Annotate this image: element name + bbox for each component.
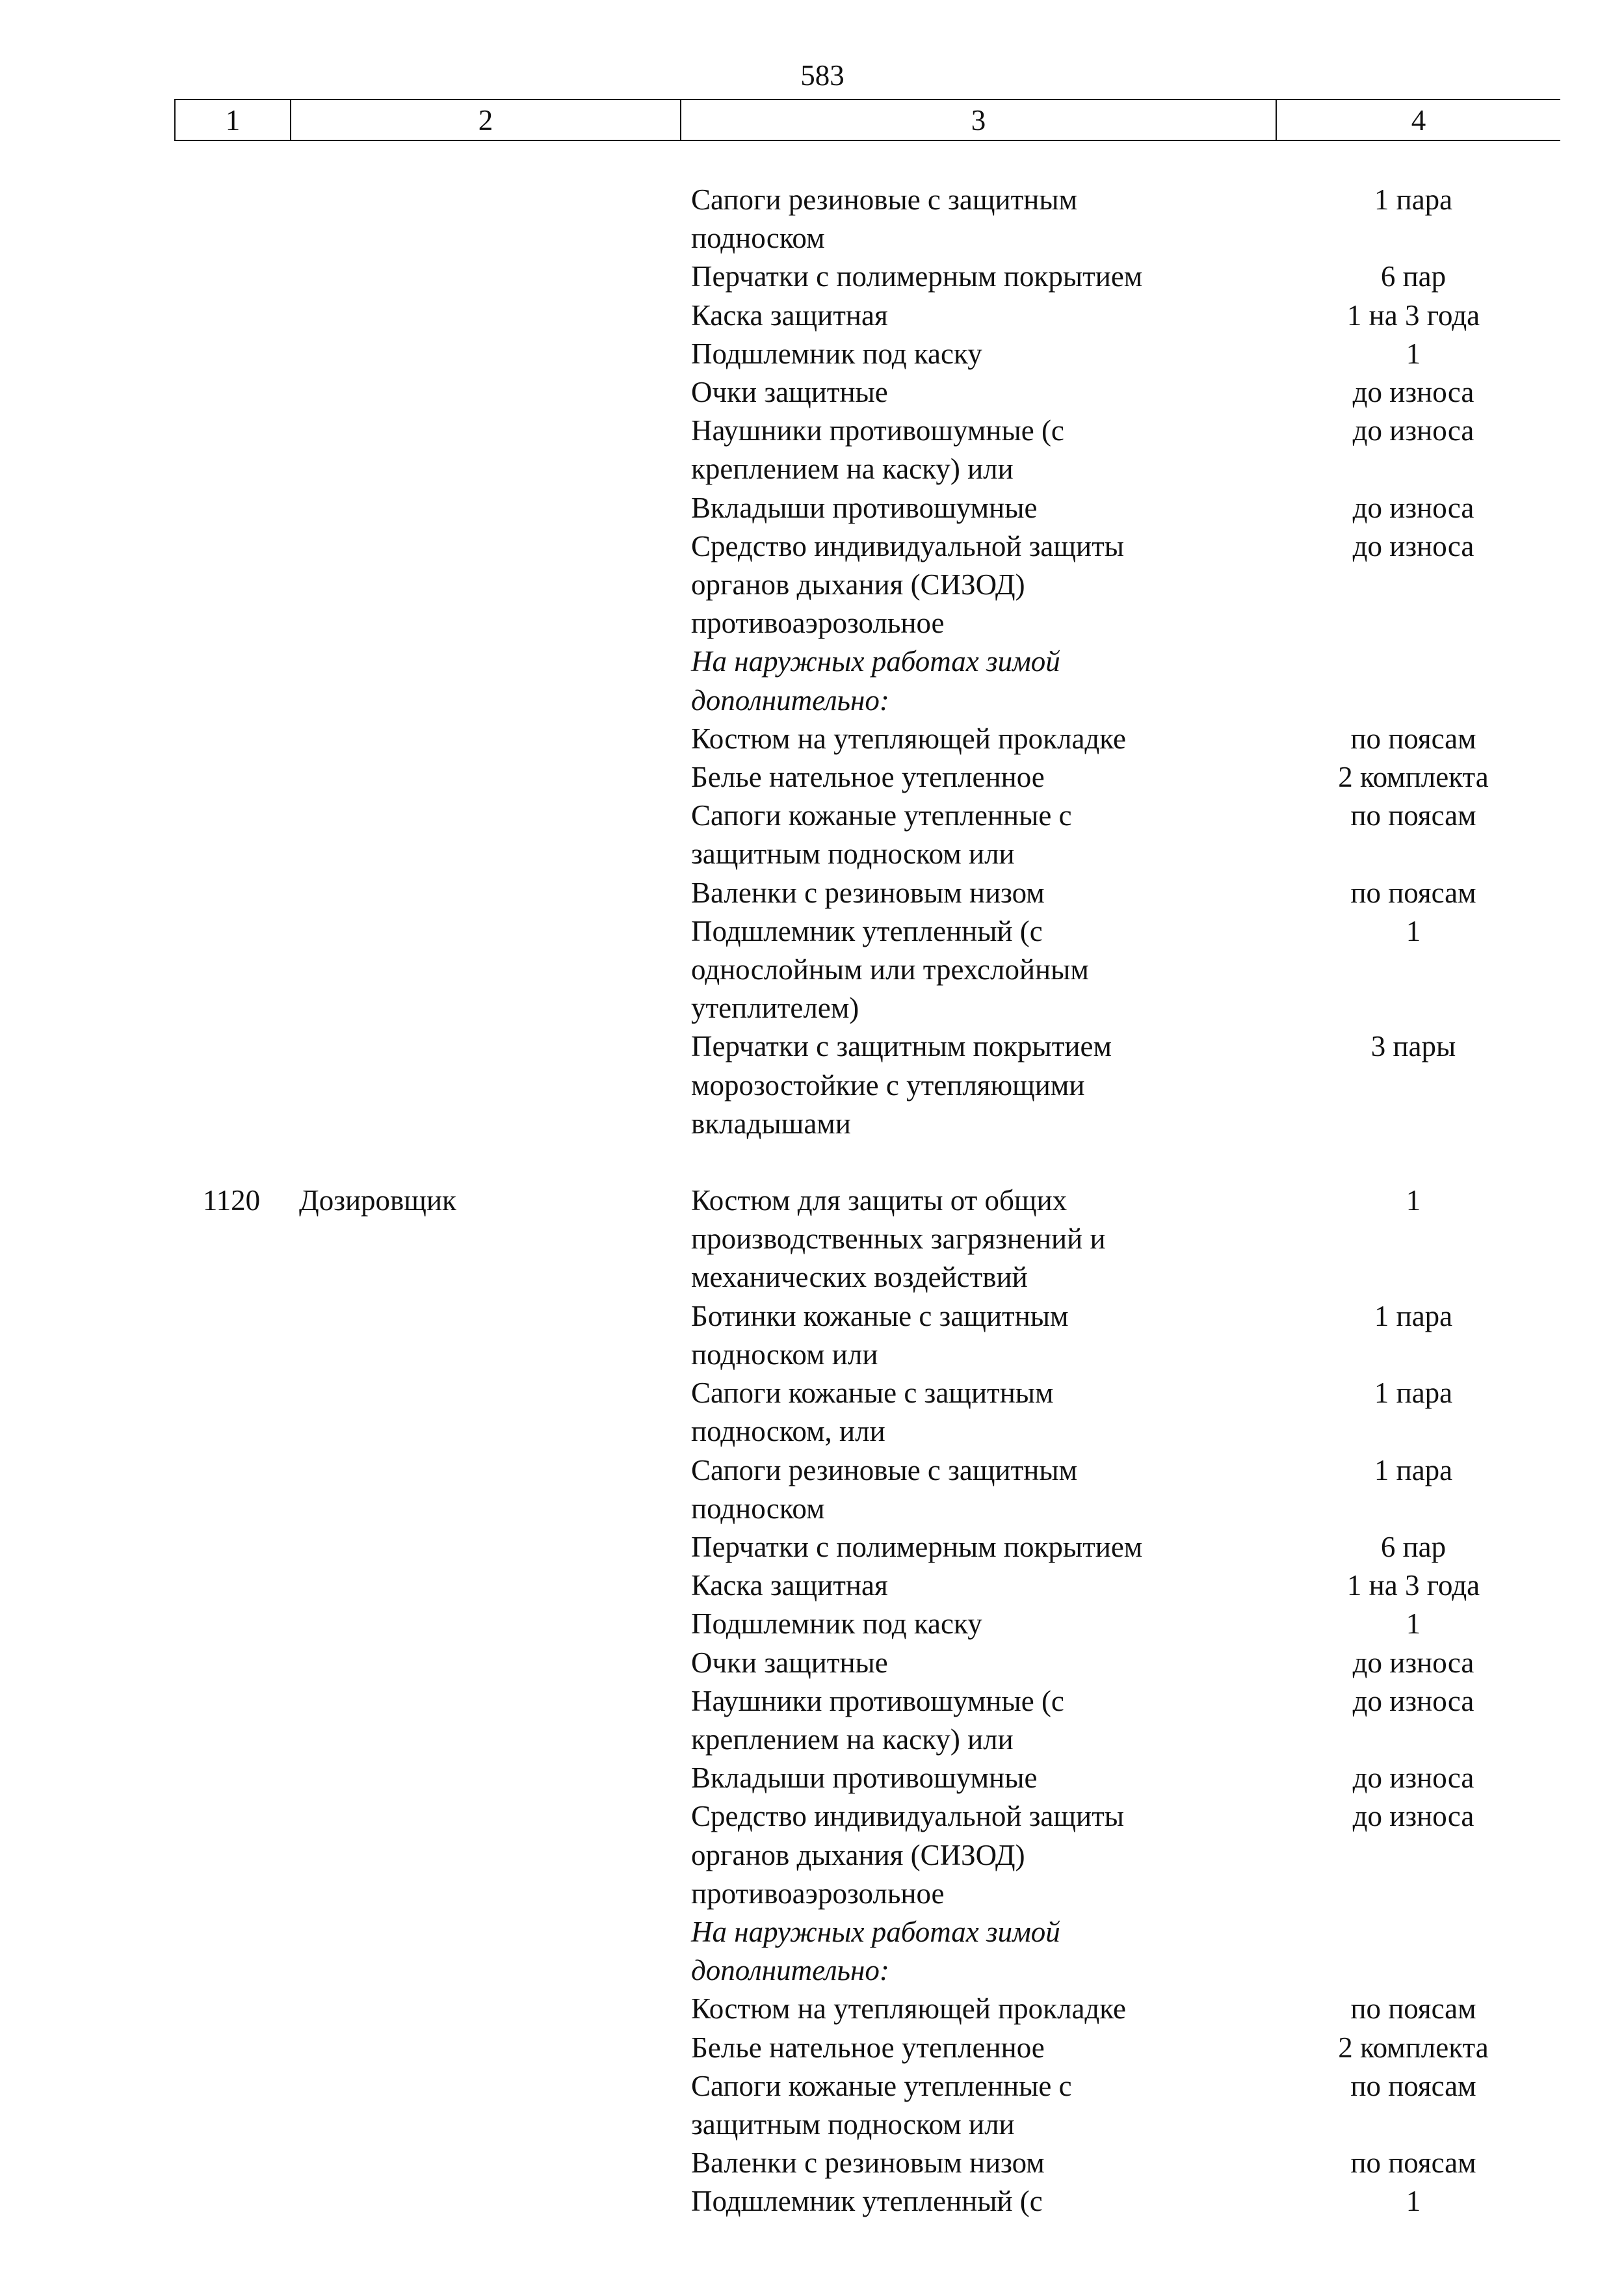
profession-code [174,1605,289,1643]
column-header-2: 2 [291,99,681,140]
profession-name [289,450,677,488]
table-row [174,2067,1555,2105]
table-row [174,1797,1555,1836]
ppe-item-norm: 1 на 3 года [1346,1569,1480,1602]
table-row [174,2144,1555,2182]
profession-name [289,642,677,681]
ppe-item-name: Подшлемник под каску [691,337,982,370]
table-row [174,835,1555,873]
column-header-1: 1 [175,99,291,140]
profession-name [289,1682,677,1721]
ppe-item-norm [1272,1951,1555,1990]
table-row [174,450,1555,488]
ppe-item-name: органов дыхания (СИЗОД) [691,568,1025,601]
profession-name [289,758,677,797]
ppe-item-name: Каска защитная [691,298,888,332]
profession-code [174,412,289,450]
ppe-item-name: подноском или [691,1338,878,1371]
profession-name [289,989,677,1027]
ppe-item-name: Средство индивидуальной защиты [691,1800,1125,1833]
profession-code [174,1797,289,1836]
ppe-item-name: Белье нательное утепленное [691,761,1045,794]
ppe-item-name: Сапоги кожаные с защитным [691,1377,1054,1410]
ppe-item-name: подноском [691,222,825,255]
ppe-item-norm [1272,1875,1555,1913]
column-header-3: 3 [681,99,1276,140]
profession-name [289,1027,677,1066]
table-row [174,604,1555,642]
ppe-item-norm: по поясам [1350,2069,1476,2102]
ppe-item-norm: 1 [1406,914,1421,947]
ppe-item-norm: по поясам [1350,799,1476,832]
ppe-item-name: подноском [691,1492,825,1525]
table-row [174,758,1555,797]
ppe-item-name: Каска защитная [691,1569,888,1602]
table-row [174,1412,1555,1451]
ppe-item-name: креплением на каску) или [691,453,1014,486]
ppe-item-name: Перчатки с полимерным покрытием [691,1530,1143,1563]
profession-code [174,989,289,1027]
table-row [174,1374,1555,1412]
table-row [174,1682,1555,1721]
profession-code [174,450,289,488]
profession-code [174,835,289,873]
profession-name [289,1990,677,2028]
profession-name [289,1605,677,1643]
profession-name: Дозировщик [299,1184,456,1217]
section-note: дополнительно: [691,683,889,717]
table-row [174,1297,1555,1336]
profession-code [174,1566,289,1605]
ppe-item-norm: 3 пары [1370,1030,1456,1063]
ppe-item-name: подноском, или [691,1415,885,1448]
table-row [174,257,1555,296]
profession-code [174,1105,289,1143]
table-row [174,1759,1555,1797]
profession-name [289,1066,677,1105]
table-row [174,1875,1555,1913]
ppe-item-norm [1272,219,1555,257]
ppe-item-norm: по поясам [1350,1992,1476,2025]
profession-name [289,874,677,912]
ppe-item-norm: до износа [1352,414,1474,447]
profession-name [289,1528,677,1566]
section-note: дополнительно: [691,1954,889,1987]
profession-name [289,1258,677,1297]
ppe-item-norm: 1 [1406,1607,1421,1641]
profession-code [174,335,289,373]
profession-code: 1120 [202,1184,261,1217]
profession-name [289,181,677,219]
ppe-item-name: Костюм на утепляющей прокладке [691,1992,1127,2025]
ppe-item-norm [1272,1336,1555,1374]
ppe-item-name: Сапоги резиновые с защитным [691,183,1078,216]
table-row [174,297,1555,335]
profession-code [174,2029,289,2067]
profession-name [289,1451,677,1490]
ppe-item-norm: 1 [1406,1184,1421,1217]
ppe-item-name: Подшлемник утепленный (с [691,914,1043,947]
table-row [174,720,1555,758]
ppe-item-name: Вкладыши противошумные [691,1762,1038,1795]
table-row [174,681,1555,720]
ppe-item-norm: 1 пара [1374,183,1453,216]
profession-name [289,797,677,835]
profession-code [174,489,289,527]
ppe-item-name: однослойным или трехслойным [691,953,1089,986]
profession-code [174,1258,289,1297]
profession-name [289,297,677,335]
column-header-table [174,99,1560,141]
column-header-row [175,99,1560,140]
ppe-item-norm: 1 пара [1374,1299,1453,1332]
table-row [174,1220,1555,1258]
ppe-item-name: Сапоги кожаные утепленные с [691,799,1072,832]
profession-code [174,1875,289,1913]
ppe-item-norm [1272,1412,1555,1451]
profession-code [174,1990,289,2028]
profession-name [289,835,677,873]
ppe-item-norm: 1 на 3 года [1346,298,1480,332]
ppe-item-name: Сапоги резиновые с защитным [691,1453,1078,1486]
ppe-item-norm: до износа [1352,491,1474,524]
ppe-item-name: Очки защитные [691,376,888,409]
ppe-item-norm: до износа [1352,1646,1474,1679]
ppe-item-norm: до износа [1352,1684,1474,1717]
ppe-item-name: противоаэрозольное [691,607,945,640]
profession-name [289,1336,677,1374]
profession-code [174,1682,289,1721]
profession-name [289,527,677,566]
ppe-item-norm: до износа [1352,1762,1474,1795]
ppe-item-name: Перчатки с защитным покрытием [691,1030,1112,1063]
ppe-item-norm [1272,1490,1555,1528]
ppe-item-name: защитным подноском или [691,2107,1015,2141]
ppe-item-norm: 6 пар [1380,1530,1447,1563]
table-row [174,1913,1555,1951]
ppe-item-norm: до износа [1352,529,1474,562]
profession-name [289,1797,677,1836]
ppe-item-name: защитным подноском или [691,838,1015,871]
profession-name [289,566,677,604]
profession-name [289,1374,677,1412]
table-row [174,874,1555,912]
ppe-item-name: Очки защитные [691,1646,888,1679]
profession-code [174,758,289,797]
profession-name [289,2144,677,2182]
ppe-item-norm: 1 пара [1374,1453,1453,1486]
profession-code [174,1412,289,1451]
profession-name [289,219,677,257]
profession-name [289,604,677,642]
profession-code [174,912,289,951]
profession-code [174,1220,289,1258]
ppe-item-norm [1272,1258,1555,1297]
profession-code [174,2144,289,2182]
profession-code [174,2182,289,2221]
table-row [174,1336,1555,1374]
profession-code [174,219,289,257]
profession-code [174,1913,289,1951]
ppe-item-norm [1272,681,1555,720]
profession-code [174,1951,289,1990]
table-row [174,989,1555,1027]
table-row [174,1528,1555,1566]
ppe-item-norm: 2 комплекта [1338,2031,1489,2064]
ppe-item-norm [1272,1836,1555,1875]
table-row [174,1836,1555,1875]
table-row [174,566,1555,604]
table-row [174,181,1555,219]
ppe-item-name: механических воздействий [691,1261,1028,1294]
ppe-item-norm [1272,989,1555,1027]
profession-name [289,1490,677,1528]
ppe-item-name: Костюм для защиты от общих [691,1184,1067,1217]
table-row [174,527,1555,566]
table-body [174,181,1555,2221]
profession-name [289,2182,677,2221]
ppe-item-name: креплением на каску) или [691,1722,1014,1756]
ppe-item-norm: 6 пар [1380,260,1447,293]
profession-code [174,1759,289,1797]
ppe-item-norm [1272,566,1555,604]
table-row [174,1990,1555,2028]
profession-code [174,527,289,566]
profession-name [289,412,677,450]
ppe-item-norm [1272,1721,1555,1759]
profession-name [289,1412,677,1451]
ppe-item-name: Наушники противошумные (с [691,414,1064,447]
section-note: На наружных работах зимой [691,645,1060,678]
ppe-item-name: производственных загрязнений и [691,1222,1106,1256]
ppe-item-norm [1272,604,1555,642]
ppe-item-norm [1272,951,1555,989]
profession-name [289,681,677,720]
profession-name [289,1220,677,1258]
table-row [174,335,1555,373]
ppe-item-name: Валенки с резиновым низом [691,2146,1045,2180]
table-row [174,1027,1555,1066]
ppe-item-name: Ботинки кожаные с защитным [691,1299,1069,1332]
ppe-item-name: Средство индивидуальной защиты [691,529,1125,562]
table-row [174,1258,1555,1297]
profession-code [174,1297,289,1336]
table-row [174,219,1555,257]
ppe-item-norm: 2 комплекта [1338,761,1489,794]
ppe-item-norm: 1 [1406,337,1421,370]
profession-name [289,2105,677,2144]
table-row [174,2182,1555,2221]
profession-code [174,181,289,219]
profession-name [289,257,677,296]
ppe-item-norm [1272,1220,1555,1258]
ppe-item-norm [1272,2105,1555,2144]
ppe-item-norm [1272,1105,1555,1143]
profession-code [174,566,289,604]
profession-name [289,912,677,951]
profession-code [174,373,289,412]
ppe-item-name: органов дыхания (СИЗОД) [691,1838,1025,1871]
table-row [174,1451,1555,1490]
ppe-item-name: вкладышами [691,1107,851,1140]
profession-name [289,335,677,373]
profession-name [289,373,677,412]
ppe-item-name: Белье нательное утепленное [691,2031,1045,2064]
section-note: На наружных работах зимой [691,1915,1060,1948]
ppe-item-norm [1272,1913,1555,1951]
profession-code [174,604,289,642]
profession-name [289,1721,677,1759]
ppe-item-name: Валенки с резиновым низом [691,876,1045,909]
profession-code [174,874,289,912]
ppe-item-norm: по поясам [1350,722,1476,755]
table-row [174,951,1555,989]
profession-name [289,1875,677,1913]
table-row [174,2105,1555,2144]
profession-name [289,1759,677,1797]
profession-code [174,1644,289,1682]
profession-name [289,2067,677,2105]
table-row [174,1490,1555,1528]
ppe-item-name: морозостойкие с утепляющими [691,1068,1085,1102]
profession-name [289,720,677,758]
profession-name [289,951,677,989]
ppe-item-name: Костюм на утепляющей прокладке [691,722,1127,755]
table-row [174,912,1555,951]
ppe-item-name: Сапоги кожаные утепленные с [691,2069,1072,2102]
profession-block [174,1181,1555,2221]
profession-name [289,1951,677,1990]
ppe-item-norm: по поясам [1350,876,1476,909]
table-row [174,1644,1555,1682]
ppe-item-name: Подшлемник утепленный (с [691,2185,1043,2218]
profession-name [289,489,677,527]
ppe-item-name: Наушники противошумные (с [691,1684,1064,1717]
profession-name [289,1297,677,1336]
table-row [174,2029,1555,2067]
ppe-item-name: противоаэрозольное [691,1877,945,1910]
ppe-item-norm: 1 [1406,2185,1421,2218]
table-row [174,1105,1555,1143]
profession-code [174,297,289,335]
profession-block [174,181,1555,1143]
profession-code [174,720,289,758]
ppe-item-norm [1272,1066,1555,1105]
profession-code [174,1066,289,1105]
profession-code [174,642,289,681]
profession-name [289,1913,677,1951]
profession-code [174,2105,289,2144]
table-row [174,797,1555,835]
ppe-item-name: Вкладыши противошумные [691,491,1038,524]
ppe-item-norm [1272,642,1555,681]
table-row [174,1066,1555,1105]
profession-name [289,1105,677,1143]
profession-code [174,1027,289,1066]
table-row [174,489,1555,527]
table-row [174,642,1555,681]
table-row [174,1181,1555,1220]
table-row [174,373,1555,412]
table-row [174,1605,1555,1643]
profession-code [174,257,289,296]
profession-code [174,1451,289,1490]
ppe-item-norm: до износа [1352,376,1474,409]
ppe-item-norm [1272,450,1555,488]
profession-name [289,1644,677,1682]
table-row [174,1721,1555,1759]
profession-code [174,951,289,989]
profession-name [289,1566,677,1605]
profession-code [174,1836,289,1875]
profession-code [174,1374,289,1412]
ppe-item-norm: до износа [1352,1800,1474,1833]
profession-code [174,797,289,835]
profession-code [174,681,289,720]
table-row [174,412,1555,450]
profession-code [174,1490,289,1528]
ppe-item-name: утеплителем) [691,992,859,1025]
profession-name [289,2029,677,2067]
table-row [174,1951,1555,1990]
table-row [174,1566,1555,1605]
ppe-item-name: Перчатки с полимерным покрытием [691,260,1143,293]
page-number: 583 [800,59,845,92]
ppe-item-norm: 1 пара [1374,1377,1453,1410]
ppe-item-name: Подшлемник под каску [691,1607,982,1641]
profession-code [174,2067,289,2105]
profession-code [174,1528,289,1566]
profession-code [174,1721,289,1759]
profession-code [174,1336,289,1374]
ppe-item-norm [1272,835,1555,873]
ppe-item-norm: по поясам [1350,2146,1476,2180]
profession-name [289,1836,677,1875]
column-header-4: 4 [1276,99,1560,140]
